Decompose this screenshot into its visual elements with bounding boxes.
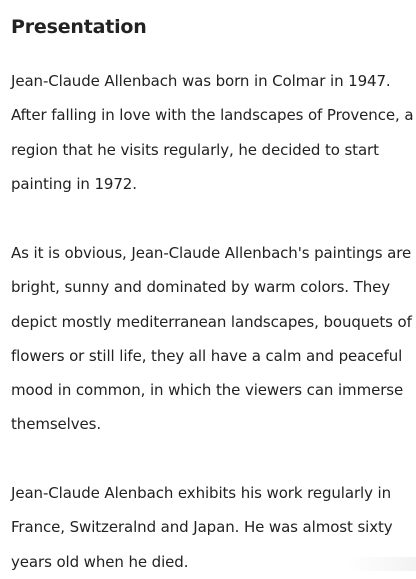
section-title: Presentation [11,16,147,38]
text-line: years old when he died. [11,552,189,571]
text-line: depict mostly mediterranean landscapes, bouquets of [11,312,412,331]
text-line: painting in 1972. [11,174,137,193]
text-line: themselves. [11,415,102,434]
scroll-fade-overlay [346,557,416,571]
text-line: flowers or still life, they all have a calm and peaceful [11,346,403,365]
text-line: mood in common, in which the viewers can immerse [11,381,404,400]
paragraph-biography [11,64,414,201]
text-line: Jean-Claude Alenbach exhibits his work regularly in [11,484,392,502]
text-line: As it is obvious, Jean-Claude Allenbach's paintings are [11,244,412,262]
text-line: After falling in love with the landscapes of Provence, a [11,106,414,125]
text-line: bright, sunny and dominated by warm colors. They [11,278,391,297]
paragraph-style [11,236,411,442]
text-line: France, Switzeralnd and Japan. He was almost sixty [11,518,393,537]
text-line: Jean-Claude Allenbach was born in Colmar in 1947. [11,72,391,90]
text-line: region that he visits regularly, he decided to start [11,140,379,159]
